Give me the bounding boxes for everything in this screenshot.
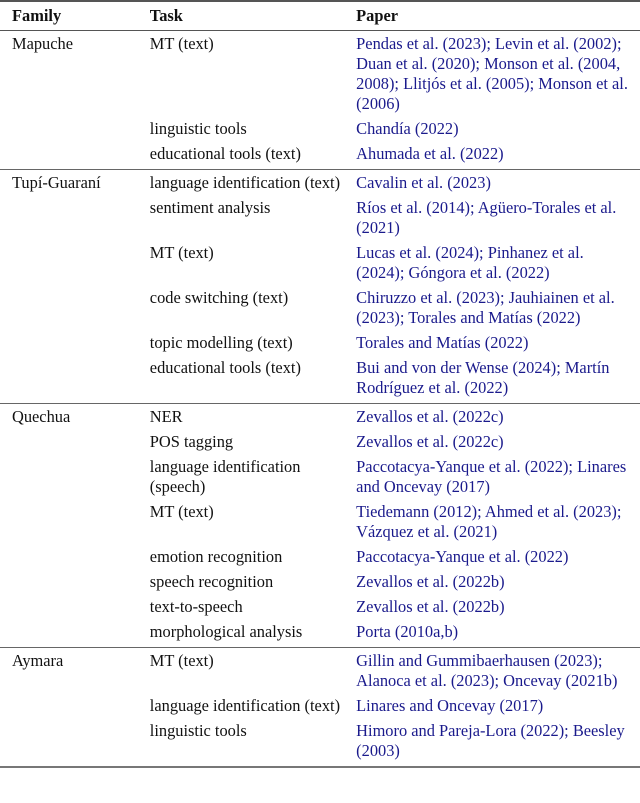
task-cell: morphological analysis	[149, 622, 303, 641]
paper-link[interactable]: Paccotacya-Yanque et al. (2022); Linares and Oncevay (2017)	[356, 457, 627, 496]
task-cell: language identification (speech)	[149, 457, 301, 496]
table-row	[0, 648, 640, 697]
task-cell: MT (text)	[149, 243, 214, 262]
task-cell: language identification (text)	[149, 173, 341, 192]
paper-link[interactable]: Pendas et al. (2023); Levin et al. (2002); Duan et al. (2020); Monson et al. (2004, 2008); Llitjós et al. (2005); Monson et al. (2006)	[356, 34, 628, 113]
paper-link[interactable]: Porta (2010a,b)	[356, 622, 459, 641]
task-cell: educational tools (text)	[149, 144, 301, 163]
task-cell: topic modelling (text)	[149, 333, 293, 352]
task-cell: MT (text)	[149, 651, 214, 670]
header-family: Family	[12, 6, 62, 25]
task-cell: sentiment analysis	[149, 198, 271, 217]
task-cell: MT (text)	[149, 502, 214, 521]
paper-link[interactable]: Ahumada et al. (2022)	[356, 144, 504, 163]
paper-link[interactable]: Paccotacya-Yanque et al. (2022)	[356, 547, 569, 566]
header-paper: Paper	[356, 6, 399, 25]
task-cell: linguistic tools	[149, 119, 247, 138]
paper-link[interactable]: Lucas et al. (2024); Pinhanez et al. (2024); Góngora et al. (2022)	[356, 243, 584, 282]
task-cell: MT (text)	[149, 34, 214, 53]
paper-link[interactable]: Gillin and Gummibaerhausen (2023); Alanoca et al. (2023); Oncevay (2021b)	[356, 651, 618, 690]
paper-link[interactable]: Tiedemann (2012); Ahmed et al. (2023); Vázquez et al. (2021)	[356, 502, 622, 541]
task-cell: POS tagging	[149, 432, 234, 451]
task-cell: educational tools (text)	[149, 358, 301, 377]
table-row	[0, 404, 640, 433]
family-cell: Quechua	[12, 407, 71, 426]
task-cell: emotion recognition	[149, 547, 283, 566]
paper-link[interactable]: Zevallos et al. (2022b)	[356, 572, 505, 591]
paper-link[interactable]: Zevallos et al. (2022b)	[356, 597, 505, 616]
header-task: Task	[149, 6, 183, 25]
family-cell: Aymara	[12, 651, 64, 670]
paper-link[interactable]: Bui and von der Wense (2024); Martín Rodríguez et al. (2022)	[356, 358, 610, 397]
task-cell: code switching (text)	[149, 288, 289, 307]
paper-link[interactable]: Cavalin et al. (2023)	[356, 173, 491, 192]
table-row	[0, 31, 640, 120]
header-row	[0, 1, 640, 31]
paper-link[interactable]: Chandía (2022)	[356, 119, 459, 138]
task-cell: NER	[149, 407, 183, 426]
family-cell: Mapuche	[12, 34, 73, 53]
paper-link[interactable]: Zevallos et al. (2022c)	[356, 432, 504, 451]
paper-link[interactable]: Torales and Matías (2022)	[356, 333, 529, 352]
task-cell: text-to-speech	[149, 597, 243, 616]
paper-link[interactable]: Zevallos et al. (2022c)	[356, 407, 504, 426]
paper-link[interactable]: Himoro and Pareja-Lora (2022); Beesley (2003)	[356, 721, 625, 760]
paper-link[interactable]: Linares and Oncevay (2017)	[356, 696, 544, 715]
family-cell: Tupí-Guaraní	[12, 173, 101, 192]
task-cell: language identification (text)	[149, 696, 341, 715]
task-cell: linguistic tools	[149, 721, 247, 740]
paper-link[interactable]: Chiruzzo et al. (2023); Jauhiainen et al. (2023); Torales and Matías (2022)	[356, 288, 615, 327]
table-row	[0, 170, 640, 199]
task-cell: speech recognition	[149, 572, 274, 591]
paper-link[interactable]: Ríos et al. (2014); Agüero-Torales et al. (2021)	[356, 198, 617, 237]
